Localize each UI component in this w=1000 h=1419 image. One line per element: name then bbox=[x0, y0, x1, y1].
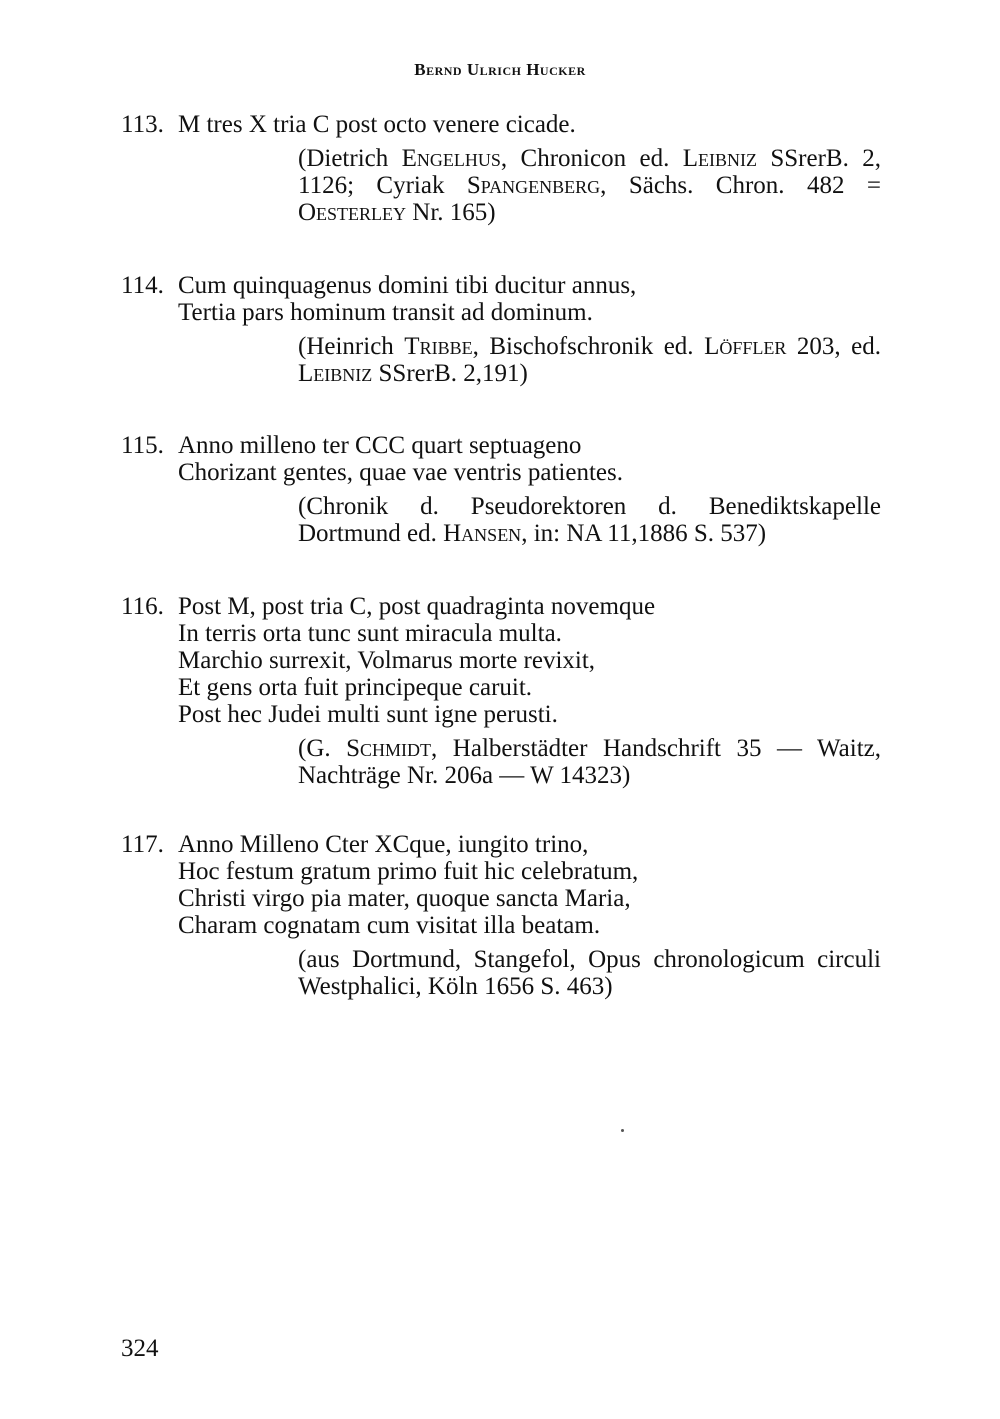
verse-text: M tres X tria C post octo venere cicade. bbox=[178, 111, 576, 138]
entry-number: 117. bbox=[121, 831, 164, 858]
verse-text: Cum quinquagenus domini tibi ducitur annus, bbox=[178, 272, 637, 299]
verse-line bbox=[121, 111, 881, 138]
running-head: Bernd Ulrich Hucker bbox=[414, 60, 586, 79]
source-citation: (aus Dortmund, Stangefol, Opus chronologicum circuli Westphalici, Köln 1656 S. 463) bbox=[298, 946, 881, 1000]
entry-114 bbox=[121, 272, 881, 387]
verse-text: Marchio surrexit, Volmarus morte revixit, bbox=[178, 647, 596, 674]
entry-number: 114. bbox=[121, 272, 164, 299]
verse-text: Anno Milleno Cter XCque, iungito trino, bbox=[178, 831, 589, 858]
verse-text: Anno milleno ter CCC quart septuageno bbox=[178, 432, 582, 459]
source-citation: (Heinrich Tribbe, Bischofschronik ed. Löffler 203, ed. Leibniz SSrerB. 2,191) bbox=[298, 333, 881, 387]
source-citation: (Chronik d. Pseudorektoren d. Benediktskapelle Dortmund ed. Hansen, in: NA 11,1886 S. 537) bbox=[298, 493, 881, 547]
entry-113 bbox=[121, 111, 881, 226]
verse-line bbox=[121, 432, 881, 459]
source-citation: (Dietrich Engelhus, Chronicon ed. Leibniz SSrerB. 2, 1126; Cyriak Spangenberg, Sächs. Chron. 482 = Oesterley Nr. 165) bbox=[298, 145, 881, 226]
entry-117 bbox=[121, 831, 881, 1000]
verse-line bbox=[121, 593, 881, 620]
verse-text: Tertia pars hominum transit ad dominum. bbox=[178, 299, 593, 326]
page-number: 324 bbox=[121, 1335, 159, 1362]
source-citation: (G. Schmidt, Halberstädter Handschrift 35 — Waitz, Nachträge Nr. 206a — W 14323) bbox=[298, 735, 881, 789]
verse-line bbox=[121, 831, 881, 858]
entry-number: 113. bbox=[121, 111, 164, 138]
entry-115 bbox=[121, 432, 881, 547]
verse-text: Charam cognatam cum visitat illa beatam. bbox=[178, 912, 601, 939]
entry-116 bbox=[121, 593, 881, 789]
verse-text: Hoc festum gratum primo fuit hic celebratum, bbox=[178, 858, 639, 885]
verse-text: Chorizant gentes, quae vae ventris patientes. bbox=[178, 459, 623, 486]
entry-number: 116. bbox=[121, 593, 164, 620]
verse-text: Post M, post tria C, post quadraginta novemque bbox=[178, 593, 656, 620]
verse-line bbox=[121, 272, 881, 299]
verse-text: Christi virgo pia mater, quoque sancta Maria, bbox=[178, 885, 631, 912]
verse-text: Et gens orta fuit principeque caruit. bbox=[178, 674, 533, 701]
entry-number: 115. bbox=[121, 432, 164, 459]
verse-text: Post hec Judei multi sunt igne perusti. bbox=[178, 701, 558, 728]
scan-speck bbox=[621, 1129, 624, 1132]
verse-text: In terris orta tunc sunt miracula multa. bbox=[178, 620, 562, 647]
